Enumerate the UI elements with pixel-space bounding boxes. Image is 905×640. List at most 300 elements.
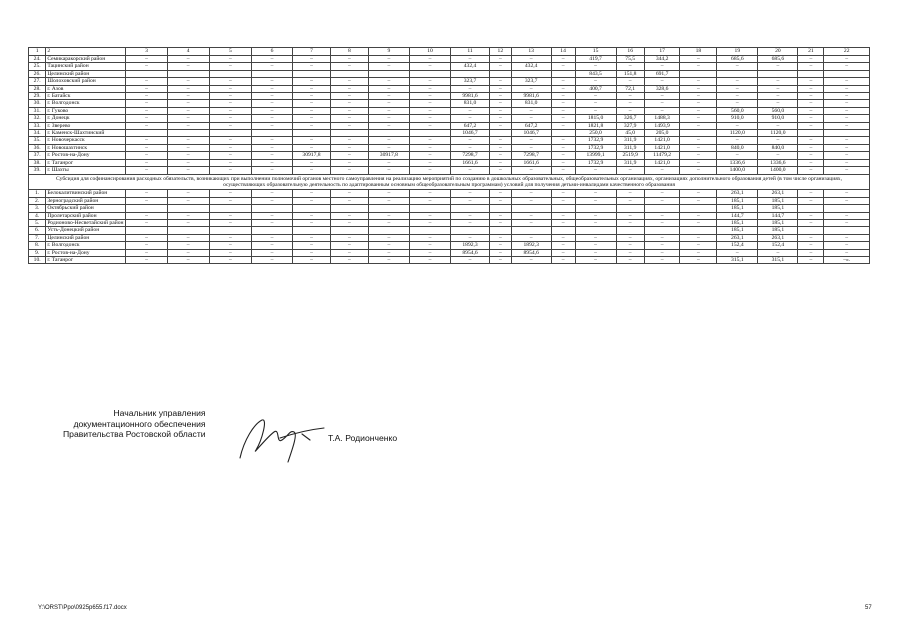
table-cell: – — [368, 78, 409, 85]
table-cell: – — [551, 115, 575, 122]
row-name-cell: г. Донецк — [46, 115, 126, 122]
table-cell: 5 — [209, 48, 251, 56]
table-cell: – — [409, 152, 450, 159]
table-cell: – — [798, 256, 824, 263]
table-cell: – — [798, 167, 824, 174]
table-cell: – — [490, 63, 512, 70]
table-cell: – — [368, 137, 409, 144]
table-cell: – — [409, 122, 450, 129]
table-cell — [551, 130, 575, 137]
table-cell: – — [330, 137, 368, 144]
table-cell: – — [409, 197, 450, 204]
table-cell: 31. — [29, 107, 46, 114]
table-cell — [209, 227, 251, 234]
table-cell: – — [758, 137, 798, 144]
table-cell: 6. — [29, 227, 46, 234]
table-cell — [251, 227, 292, 234]
table-cell: – — [251, 93, 292, 100]
table-cell: 843,5 — [575, 70, 616, 77]
file-path: Y:\ORST\Ppo\0925p655.f17.docx — [38, 605, 127, 611]
table-cell: – — [209, 219, 251, 226]
row-name-cell: г. Волгодонск — [46, 100, 126, 107]
table-cell: 8954,6 — [451, 249, 490, 256]
table-cell: – — [616, 212, 644, 219]
row-name-cell: г. Ростов-на-Дону — [46, 249, 126, 256]
table-cell: – — [251, 107, 292, 114]
table-cell: – — [409, 100, 450, 107]
table-cell: 38. — [29, 159, 46, 166]
table-cell: – — [644, 100, 680, 107]
table-cell: – — [209, 152, 251, 159]
table-cell: 185,1 — [717, 227, 758, 234]
table-cell: – — [798, 249, 824, 256]
table-cell: – — [680, 144, 717, 151]
table-cell: – — [409, 137, 450, 144]
table-cell: – — [126, 100, 167, 107]
table-cell: 326,7 — [616, 115, 644, 122]
table-cell: 831,0 — [511, 100, 551, 107]
table-cell: – — [551, 93, 575, 100]
table-cell: – — [209, 56, 251, 63]
table-cell — [798, 130, 824, 137]
table-cell: – — [680, 93, 717, 100]
table-cell: 560,0 — [758, 107, 798, 114]
signature-block — [63, 408, 206, 440]
table-cell: 1046,7 — [511, 130, 551, 137]
table-cell: 840,0 — [758, 144, 798, 151]
table-cell: 1400,0 — [758, 167, 798, 174]
table-cell: – — [209, 122, 251, 129]
table-cell: – — [824, 219, 870, 226]
table-cell: – — [511, 167, 551, 174]
table-row — [29, 212, 870, 219]
table-cell: – — [330, 63, 368, 70]
table-cell: 26. — [29, 70, 46, 77]
table-cell: – — [717, 152, 758, 159]
table-cell: – — [293, 107, 331, 114]
table-cell: – — [251, 100, 292, 107]
table-cell: – — [551, 122, 575, 129]
table-cell: – — [511, 115, 551, 122]
table-cell: – — [409, 115, 450, 122]
table-cell: – — [490, 249, 512, 256]
row-name-cell: Усть-Донецкий район — [46, 227, 126, 234]
table-cell: 8954,6 — [511, 249, 551, 256]
table-cell: – — [798, 219, 824, 226]
table-cell: 1400,0 — [717, 167, 758, 174]
table-cell: – — [167, 63, 209, 70]
table-cell: – — [798, 93, 824, 100]
table-cell: – — [511, 144, 551, 151]
table-cell: – — [798, 197, 824, 204]
table-cell: – — [644, 242, 680, 249]
table-row — [29, 93, 870, 100]
table-cell: 1120,0 — [758, 130, 798, 137]
table-cell: – — [575, 63, 616, 70]
table-cell: – — [251, 167, 292, 174]
table-cell: – — [717, 100, 758, 107]
table-cell: – — [551, 144, 575, 151]
table-cell: – — [167, 159, 209, 166]
table-cell: – — [251, 115, 292, 122]
table-cell: – — [644, 93, 680, 100]
row-name-cell: Шолоховский район — [46, 78, 126, 85]
signature-position-line-3: Правительства Ростовской области — [63, 429, 206, 439]
table-cell: 328,6 — [644, 85, 680, 92]
table-cell: – — [490, 212, 512, 219]
table-cell: – — [798, 85, 824, 92]
table-cell — [368, 70, 409, 77]
table-cell: – — [824, 167, 870, 174]
table-cell: – — [717, 85, 758, 92]
table-cell: – — [126, 234, 167, 241]
table-cell: – — [167, 249, 209, 256]
table-cell: – — [644, 197, 680, 204]
table-cell: – — [409, 93, 450, 100]
table-cell: – — [409, 249, 450, 256]
table-cell: – — [824, 93, 870, 100]
table-cell: – — [409, 234, 450, 241]
table-cell: – — [644, 190, 680, 197]
table-cell: – — [551, 249, 575, 256]
table-cell: 17 — [644, 48, 680, 56]
table-row — [29, 242, 870, 249]
table-cell: – — [798, 78, 824, 85]
table-cell: – — [551, 212, 575, 219]
table-cell: – — [368, 167, 409, 174]
table-cell: – — [680, 234, 717, 241]
table-row — [29, 107, 870, 114]
table-cell: 3. — [29, 205, 46, 212]
table-cell: – — [167, 78, 209, 85]
table-row — [29, 205, 870, 212]
table-cell: –». — [824, 256, 870, 263]
table-cell: – — [251, 56, 292, 63]
table-cell: – — [409, 107, 450, 114]
table-cell: – — [330, 197, 368, 204]
table-cell: – — [126, 115, 167, 122]
table-cell: 647,2 — [511, 122, 551, 129]
table-cell: – — [511, 107, 551, 114]
table-cell: 10 — [409, 48, 450, 56]
table-cell: – — [167, 122, 209, 129]
table-cell: – — [758, 152, 798, 159]
table-cell — [798, 205, 824, 212]
table-cell — [511, 70, 551, 77]
table-cell: 185,1 — [758, 205, 798, 212]
table-cell: 1661,6 — [511, 159, 551, 166]
table-cell: – — [126, 219, 167, 226]
table-cell: – — [644, 63, 680, 70]
table-cell: – — [409, 167, 450, 174]
table-cell: – — [409, 212, 450, 219]
table-cell: 205,0 — [644, 130, 680, 137]
row-name-cell: Целинский район — [46, 234, 126, 241]
table-cell: – — [167, 144, 209, 151]
table-cell: – — [251, 63, 292, 70]
table-cell: – — [680, 197, 717, 204]
table-cell: – — [409, 256, 450, 263]
table-cell: – — [293, 85, 331, 92]
table-cell — [490, 130, 512, 137]
table-cell: – — [451, 56, 490, 63]
table-cell: – — [575, 197, 616, 204]
table-cell: – — [209, 167, 251, 174]
table-cell: – — [251, 234, 292, 241]
table-cell: – — [368, 249, 409, 256]
table-cell: – — [490, 56, 512, 63]
table-cell: – — [551, 234, 575, 241]
table-cell: – — [511, 219, 551, 226]
table-cell: – — [368, 100, 409, 107]
table-cell: – — [798, 190, 824, 197]
table-cell: 37. — [29, 152, 46, 159]
table-cell: – — [330, 100, 368, 107]
row-name-cell: Целинский район — [46, 70, 126, 77]
table-cell: – — [451, 197, 490, 204]
table-cell: 685,6 — [717, 56, 758, 63]
table-cell: 315,1 — [717, 256, 758, 263]
table-cell — [409, 205, 450, 212]
table-cell: 263,1 — [758, 190, 798, 197]
table-cell: – — [551, 190, 575, 197]
table-cell: 344,2 — [644, 56, 680, 63]
table-cell: 315,1 — [758, 256, 798, 263]
table-row — [29, 78, 870, 85]
table-cell: – — [490, 78, 512, 85]
table-cell: – — [551, 56, 575, 63]
table-cell: 13 — [511, 48, 551, 56]
table-cell: – — [126, 85, 167, 92]
row-name-cell: г. Таганрог — [46, 256, 126, 263]
table-cell: – — [824, 63, 870, 70]
table-cell: 1892,3 — [451, 242, 490, 249]
table-cell: – — [451, 144, 490, 151]
table-cell: – — [717, 78, 758, 85]
table-cell: 34. — [29, 130, 46, 137]
table-cell: – — [511, 197, 551, 204]
table-cell: – — [451, 212, 490, 219]
table-cell: – — [368, 63, 409, 70]
table-cell: 185,1 — [717, 219, 758, 226]
table-cell — [293, 205, 331, 212]
row-name-cell: г. Ростов-на-Дону — [46, 152, 126, 159]
table-cell: – — [575, 78, 616, 85]
table-cell: 36. — [29, 144, 46, 151]
signatory-name: Т.А. Родионченко — [328, 433, 398, 443]
table-cell: – — [824, 122, 870, 129]
table-cell: – — [167, 107, 209, 114]
table-cell: 3 — [126, 48, 167, 56]
table-cell: 13999,1 — [575, 152, 616, 159]
table-row — [29, 249, 870, 256]
table-cell: – — [758, 122, 798, 129]
table-cell: – — [490, 159, 512, 166]
table-cell: – — [451, 107, 490, 114]
table-cell: – — [490, 190, 512, 197]
table-cell: – — [368, 242, 409, 249]
table-cell — [293, 227, 331, 234]
table-cell: – — [368, 219, 409, 226]
table-cell — [451, 205, 490, 212]
table-cell — [293, 130, 331, 137]
table-cell: – — [616, 78, 644, 85]
table-cell: – — [251, 249, 292, 256]
table-row — [29, 137, 870, 144]
table-cell: – — [293, 78, 331, 85]
table-cell: – — [616, 256, 644, 263]
table-cell: – — [251, 219, 292, 226]
table-cell: – — [824, 197, 870, 204]
table-cell: – — [680, 242, 717, 249]
table-cell: – — [451, 85, 490, 92]
table-row — [29, 100, 870, 107]
table-cell: – — [209, 159, 251, 166]
table-cell: – — [293, 167, 331, 174]
table-cell: – — [293, 115, 331, 122]
table-cell: – — [490, 234, 512, 241]
table-cell: – — [575, 256, 616, 263]
table-cell: 32. — [29, 115, 46, 122]
table-cell: – — [126, 152, 167, 159]
table-cell — [551, 205, 575, 212]
table-cell: – — [409, 219, 450, 226]
table-cell: 144,7 — [717, 212, 758, 219]
table-cell: 323,7 — [451, 78, 490, 85]
table-cell: – — [616, 190, 644, 197]
table-cell: 2. — [29, 197, 46, 204]
table-cell: – — [575, 242, 616, 249]
row-name-cell: г. Каменск-Шахтинский — [46, 130, 126, 137]
table-cell: – — [209, 190, 251, 197]
table-cell: 4. — [29, 212, 46, 219]
table-cell: – — [451, 115, 490, 122]
table-cell — [451, 227, 490, 234]
table-cell: – — [368, 234, 409, 241]
table-cell: – — [551, 159, 575, 166]
table-cell — [409, 227, 450, 234]
table-cell: – — [409, 56, 450, 63]
table-cell: – — [409, 85, 450, 92]
table-cell: – — [368, 93, 409, 100]
table-cell — [511, 205, 551, 212]
table-cell: 185,1 — [758, 227, 798, 234]
table-cell: 21 — [798, 48, 824, 56]
table-cell: – — [451, 219, 490, 226]
table-cell: – — [293, 63, 331, 70]
table-cell: 1661,6 — [451, 159, 490, 166]
table-cell: – — [575, 190, 616, 197]
table-cell — [330, 130, 368, 137]
table-cell: – — [368, 107, 409, 114]
table-cell: 1732,9 — [575, 144, 616, 151]
table-cell: – — [251, 152, 292, 159]
table-cell — [490, 205, 512, 212]
table-cell — [616, 227, 644, 234]
table-cell: – — [209, 242, 251, 249]
table-cell: 75,5 — [616, 56, 644, 63]
row-name-cell: г. Волгодонск — [46, 242, 126, 249]
table-cell: – — [330, 190, 368, 197]
table-cell: – — [251, 78, 292, 85]
table-cell: – — [644, 219, 680, 226]
table-cell: – — [251, 190, 292, 197]
table-cell: – — [680, 85, 717, 92]
row-name-cell: 2 — [46, 48, 126, 56]
table-cell: – — [167, 197, 209, 204]
table-cell: – — [451, 234, 490, 241]
table-cell — [551, 70, 575, 77]
table-cell: – — [824, 107, 870, 114]
table-cell: 16 — [616, 48, 644, 56]
table-cell: – — [575, 93, 616, 100]
table-cell: – — [717, 63, 758, 70]
table-cell: – — [293, 256, 331, 263]
table-cell: – — [616, 100, 644, 107]
table-cell: – — [798, 63, 824, 70]
table-cell — [330, 227, 368, 234]
table-cell: 144,7 — [758, 212, 798, 219]
table-cell: – — [490, 107, 512, 114]
row-name-cell: Октябрьский район — [46, 205, 126, 212]
table-cell: 30917,8 — [293, 152, 331, 159]
table-cell: 35. — [29, 137, 46, 144]
table-cell: – — [330, 242, 368, 249]
table-cell: – — [511, 234, 551, 241]
table-cell: – — [209, 234, 251, 241]
table-cell: – — [575, 212, 616, 219]
table-cell — [330, 70, 368, 77]
table-cell: 30. — [29, 100, 46, 107]
table-cell: – — [680, 115, 717, 122]
table-cell: 2519,9 — [616, 152, 644, 159]
table-cell: – — [575, 167, 616, 174]
table-cell: – — [293, 219, 331, 226]
table-cell: – — [251, 197, 292, 204]
table-row — [29, 167, 870, 174]
table-cell: – — [490, 115, 512, 122]
table-cell — [511, 227, 551, 234]
table-cell: 18 — [680, 48, 717, 56]
table-cell: – — [616, 93, 644, 100]
table-cell: 1336,6 — [717, 159, 758, 166]
table-row — [29, 152, 870, 159]
table-cell: – — [330, 107, 368, 114]
table-cell: – — [368, 256, 409, 263]
table-cell — [824, 130, 870, 137]
table-cell: – — [551, 219, 575, 226]
table-cell: – — [644, 256, 680, 263]
row-name-cell: г. Таганрог — [46, 159, 126, 166]
table-cell: – — [824, 152, 870, 159]
table-cell: – — [616, 219, 644, 226]
table-cell: – — [330, 93, 368, 100]
table-cell: – — [575, 107, 616, 114]
table-cell: – — [551, 137, 575, 144]
table-cell: – — [680, 100, 717, 107]
table-cell: – — [126, 93, 167, 100]
table-cell: 250,0 — [575, 130, 616, 137]
table-cell: 9 — [368, 48, 409, 56]
table-cell: – — [126, 256, 167, 263]
table-cell: – — [167, 234, 209, 241]
table-cell: 4 — [167, 48, 209, 56]
table-cell: – — [126, 197, 167, 204]
table-cell: – — [680, 167, 717, 174]
table-cell — [209, 130, 251, 137]
table-cell: 29. — [29, 93, 46, 100]
row-name-cell: Семикаракорский район — [46, 56, 126, 63]
